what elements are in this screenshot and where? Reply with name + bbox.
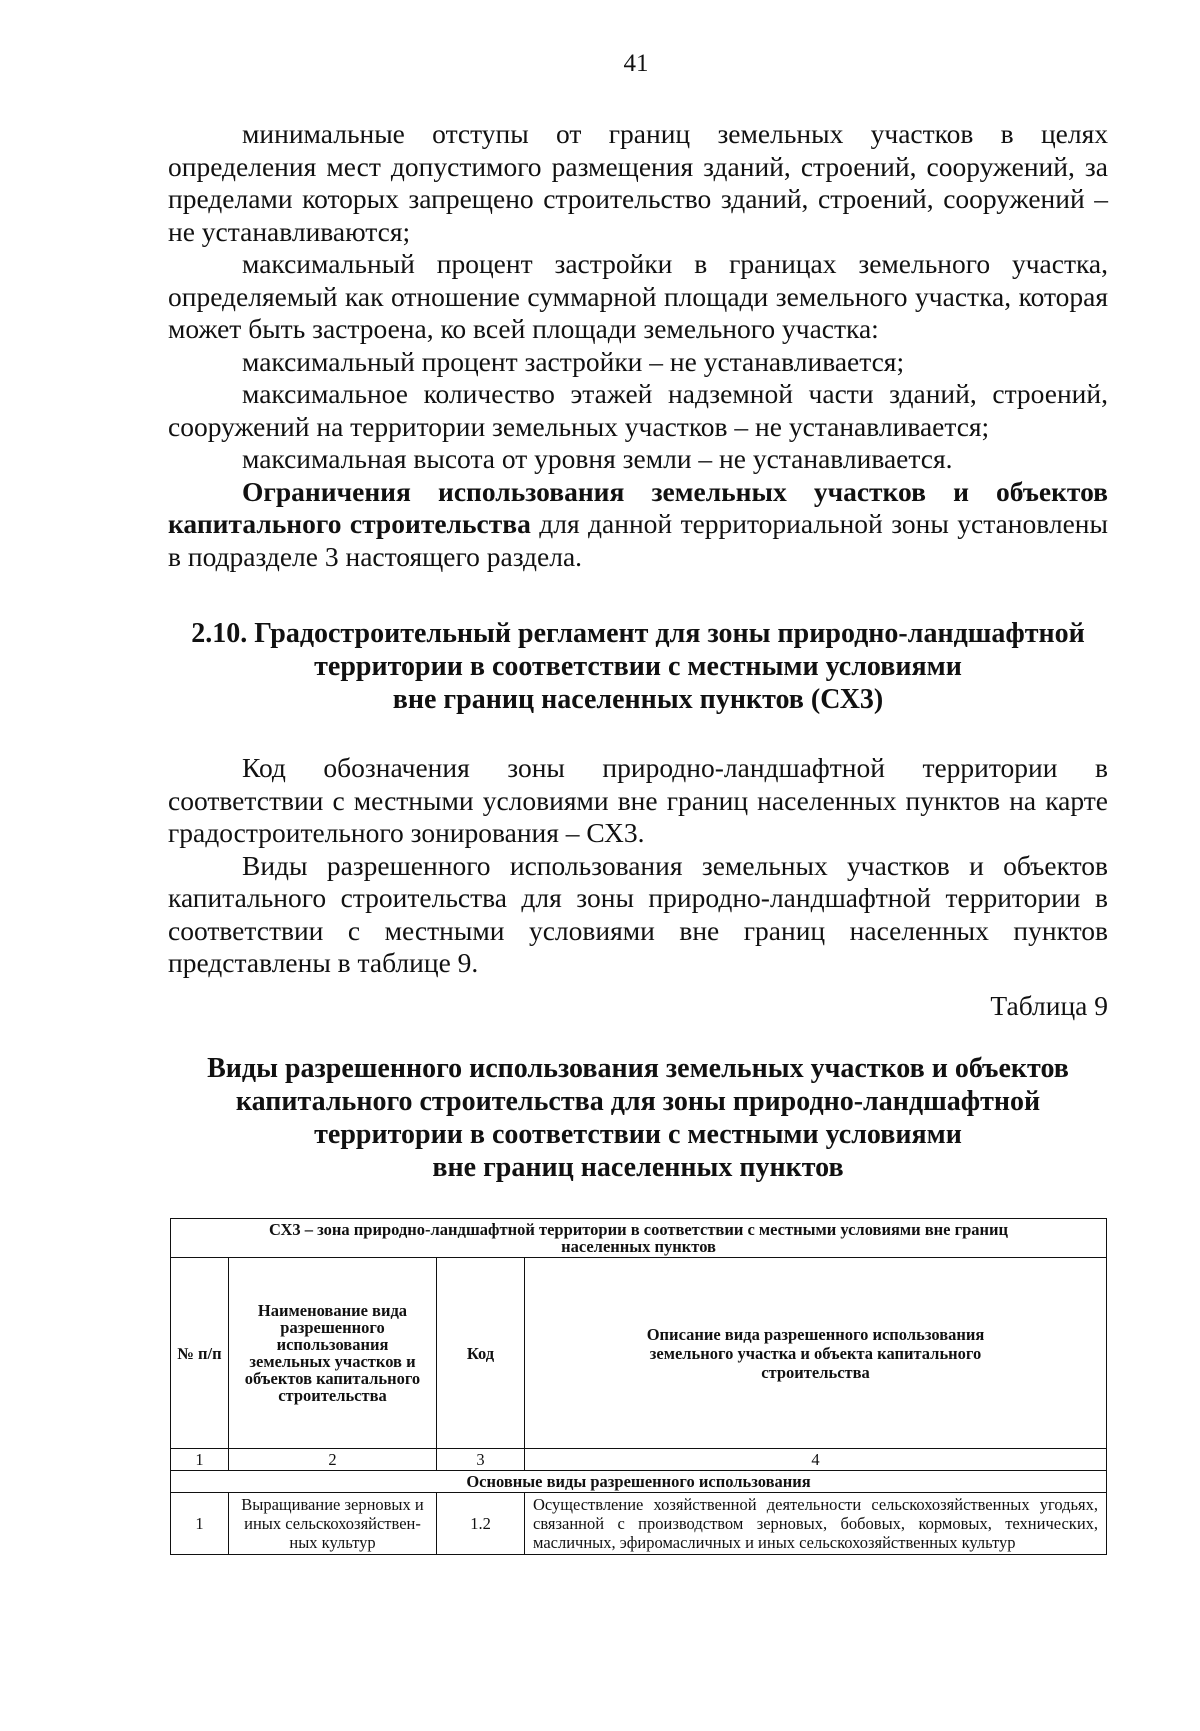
section-main-cell: Основные виды разрешенного использования xyxy=(171,1471,1107,1493)
text-block-regulations xyxy=(168,118,1108,573)
section-heading-line3: вне границ населенных пунктов (СХ3) xyxy=(392,684,884,715)
table-title xyxy=(168,1052,1108,1184)
table-section-row xyxy=(171,1471,1107,1493)
restrictions-bold: Ограничения использования земельных участков и объектов капитального строительства xyxy=(168,475,1108,539)
text-block-zone xyxy=(168,752,1108,980)
row-code: 1.2 xyxy=(437,1493,525,1555)
paragraph-restrictions xyxy=(168,476,1108,574)
table-title-line4: вне границ населенных пунктов xyxy=(432,1152,844,1183)
table-title-line1: Виды разрешенного использования земельных участков и объектов xyxy=(207,1053,1069,1084)
header-num: № п/п xyxy=(171,1258,229,1449)
page-number: 41 xyxy=(623,50,649,77)
index-cell-4: 4 xyxy=(525,1449,1107,1471)
row-name: Выращивание зерновых и иных сельскохозяйствен-ных культур xyxy=(229,1493,437,1555)
index-cell-1: 1 xyxy=(171,1449,229,1471)
table-index-row xyxy=(171,1449,1107,1471)
paragraph-max-floors: максимальное количество этажей надземной части зданий, строений, сооружений на территории земельных участков – не устанавливается; xyxy=(168,378,1108,442)
table-header-row xyxy=(171,1258,1107,1449)
section-heading-line2: территории в соответствии с местными условиями xyxy=(314,651,962,682)
paragraph-max-height: максимальная высота от уровня земли – не устанавливается. xyxy=(242,443,953,474)
row-num: 1 xyxy=(171,1493,229,1555)
section-heading-line1: 2.10. Градостроительный регламент для зоны природно-ландшафтной xyxy=(191,618,1085,649)
header-name: Наименование вида разрешенного использования земельных участков и объектов капитального строительства xyxy=(229,1258,437,1449)
index-cell-2: 2 xyxy=(229,1449,437,1471)
table-zone-row xyxy=(171,1219,1107,1258)
table-row xyxy=(171,1493,1107,1555)
paragraph-max-percent-def: максимальный процент застройки в границах земельного участка, определяемый как отношение суммарной площади земельного участка, которая может быть застроена, ко всей площади земельного участка: xyxy=(168,248,1108,344)
permitted-uses-table xyxy=(170,1218,1107,1555)
paragraph-zone-code: Код обозначения зоны природно-ландшафтной территории в соответствии с местными условиями вне границ населенных пунктов на карте градостроительного зонирования – СХ3. xyxy=(168,752,1108,848)
paragraph-setbacks: минимальные отступы от границ земельных участков в целях определения мест допустимого размещения зданий, строений, сооружений, за пределами которых запрещено строительство зданий, строений, сооружений – не устанавливаются; xyxy=(168,118,1108,247)
header-desc: Описание вида разрешенного использования земельного участка и объекта капитального строительства xyxy=(525,1258,1107,1449)
zone-header-cell: СХ3 – зона природно-ландшафтной территории в соответствии с местными условиями вне границ населенных пунктов xyxy=(171,1219,1107,1258)
table-caption: Таблица 9 xyxy=(990,990,1108,1021)
restrictions-rest: для данной территориальной зоны установлены в подразделе 3 настоящего раздела. xyxy=(168,508,1108,572)
header-code: Код xyxy=(437,1258,525,1449)
table-title-line2: капитального строительства для зоны природно-ландшафтной xyxy=(235,1086,1041,1117)
paragraph-max-percent: максимальный процент застройки – не устанавливается; xyxy=(242,345,905,377)
section-heading xyxy=(168,617,1108,716)
paragraph-zone-uses: Виды разрешенного использования земельных участков и объектов капитального строительства для зоны природно-ландшафтной территории в соответствии с местными условиями вне границ населенных пунктов представлены в таблице 9. xyxy=(168,849,1108,978)
row-desc: Осуществление хозяйственной деятельности сельскохозяйственных угодьях, связанной с производством зерновых, бобовых, кормовых, технических, масличных, эфиромасличных и иных сельскохозяйственных культур xyxy=(525,1493,1107,1555)
index-cell-3: 3 xyxy=(437,1449,525,1471)
table-title-line3: территории в соответствии с местными условиями xyxy=(314,1119,962,1150)
